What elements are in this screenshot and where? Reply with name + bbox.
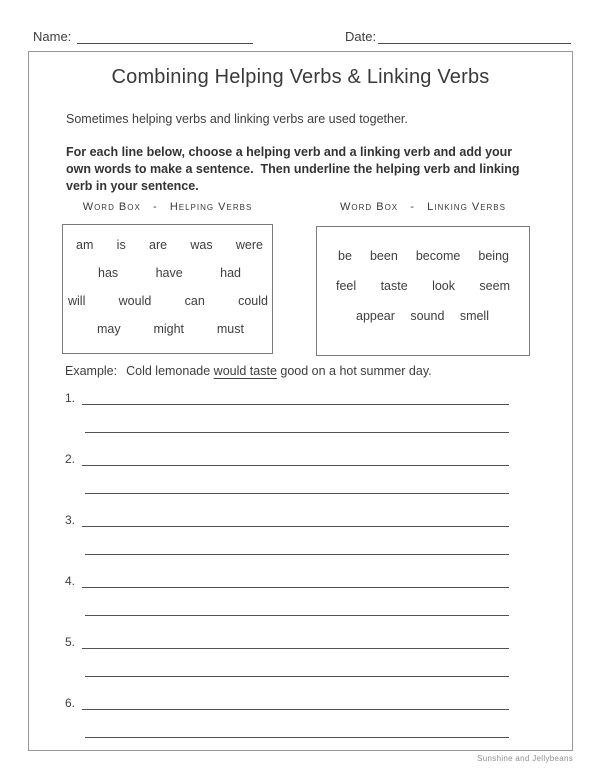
- writing-line: [82, 634, 509, 649]
- example-underlined-verbs: would taste: [213, 364, 277, 378]
- word-box-row: [63, 315, 272, 343]
- worksheet-title: Combining Helping Verbs & Linking Verbs: [111, 66, 490, 88]
- word-box-word: may: [97, 322, 121, 336]
- instructions-line: verb in your sentence.: [66, 179, 199, 193]
- word-box-word: must: [216, 322, 244, 336]
- word-box-word: taste: [380, 279, 408, 293]
- writing-line-continued: [85, 615, 509, 616]
- word-box-word: be: [338, 249, 352, 263]
- sentence-item-first-row: [65, 452, 509, 466]
- word-box-word: was: [190, 238, 213, 252]
- writing-line-continued: [85, 432, 509, 433]
- sentence-item: [65, 635, 509, 677]
- example-label: Example:: [65, 364, 118, 378]
- word-box-row: [63, 287, 272, 315]
- date-blank-line: [378, 30, 571, 44]
- sentence-item: [65, 391, 509, 433]
- writing-line-continued: [85, 737, 509, 738]
- item-number: 3.: [65, 513, 76, 527]
- word-box-word: become: [415, 249, 461, 263]
- example-text-after: good on a hot summer day.: [276, 364, 432, 378]
- example-sentence: [65, 364, 432, 378]
- item-number: 6.: [65, 696, 76, 710]
- sentence-item-first-row: [65, 635, 509, 649]
- word-box-word: am: [76, 238, 94, 252]
- word-box-word: have: [155, 266, 183, 280]
- word-box-word: being: [478, 249, 509, 263]
- linking-verbs-word-box: [316, 226, 530, 356]
- sentence-item-first-row: [65, 513, 509, 527]
- sentence-item-first-row: [65, 696, 509, 710]
- word-box-word: feel: [336, 279, 357, 293]
- word-box-word: would: [118, 294, 152, 308]
- sentence-item-first-row: [65, 574, 509, 588]
- worksheet-border-box: [28, 51, 573, 751]
- word-box-row: [317, 301, 529, 331]
- name-blank-line: [77, 30, 253, 44]
- writing-line-continued: [85, 676, 509, 677]
- writing-line: [82, 573, 509, 588]
- word-box-word: is: [116, 238, 126, 252]
- word-box-word: had: [220, 266, 241, 280]
- name-label: Name:: [33, 29, 72, 44]
- word-box-word: appear: [356, 309, 395, 323]
- writing-line: [82, 451, 509, 466]
- instructions-text: [66, 144, 520, 195]
- sentence-item: [65, 513, 509, 555]
- word-box-row: [317, 241, 529, 271]
- word-box-word: might: [153, 322, 185, 336]
- sentence-item: [65, 452, 509, 494]
- word-box-word: were: [235, 238, 263, 252]
- word-box-word: look: [432, 279, 456, 293]
- helping-verbs-word-box: [62, 224, 273, 354]
- item-number: 2.: [65, 452, 76, 466]
- word-box-word: smell: [459, 309, 489, 323]
- word-box-word: could: [238, 294, 268, 308]
- date-label: Date:: [345, 29, 377, 44]
- word-box-word: has: [98, 266, 119, 280]
- writing-line-continued: [85, 493, 509, 494]
- linking-verbs-box-label: Word Box - Linking Verbs: [340, 201, 506, 213]
- helping-verbs-box-label: Word Box - Helping Verbs: [82, 201, 253, 213]
- writing-line-continued: [85, 554, 509, 555]
- instructions-line: For each line below, choose a helping verb and a linking verb and add your: [66, 145, 513, 159]
- writing-line: [82, 390, 509, 405]
- word-box-word: will: [68, 294, 86, 308]
- writing-line: [82, 512, 509, 527]
- word-box-word: seem: [479, 279, 510, 293]
- intro-text: Sometimes helping verbs and linking verbs are used together.: [66, 112, 408, 126]
- example-text-before: Cold lemonade: [126, 364, 214, 378]
- item-number: 5.: [65, 635, 76, 649]
- word-box-word: can: [184, 294, 205, 308]
- word-box-row: [317, 271, 529, 301]
- word-box-row: [63, 231, 272, 259]
- instructions-line: own words to make a sentence. Then underline the helping verb and linking: [66, 162, 520, 176]
- word-box-word: sound: [410, 309, 445, 323]
- sentence-item-first-row: [65, 391, 509, 405]
- sentence-item: [65, 574, 509, 616]
- item-number: 1.: [65, 391, 76, 405]
- word-box-word: been: [369, 249, 398, 263]
- writing-line: [82, 695, 509, 710]
- word-box-word: are: [149, 238, 168, 252]
- sentence-item: [65, 696, 509, 738]
- item-number: 4.: [65, 574, 76, 588]
- word-box-row: [63, 259, 272, 287]
- publisher-credit: Sunshine and Jellybeans: [477, 754, 573, 763]
